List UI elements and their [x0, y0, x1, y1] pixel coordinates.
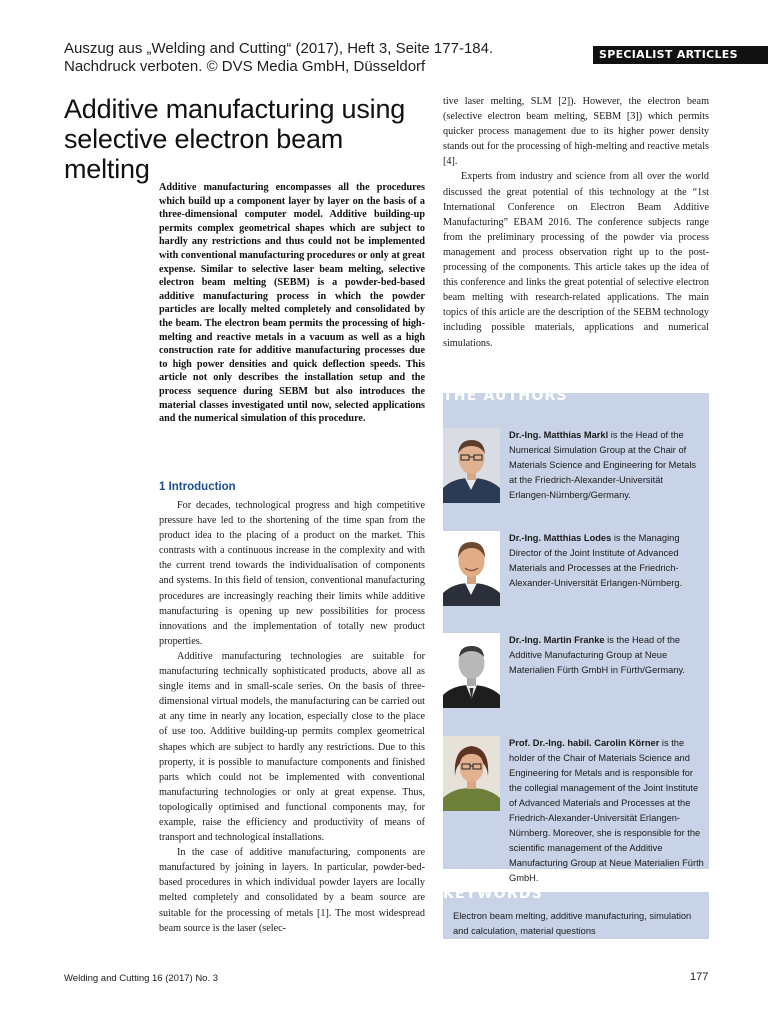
author-bio-text: is the holder of the Chair of Materials Science and Engineering for Metals and is responsible for the collegial management of the Joint Institute of Advanced Materials and Processes at the Friedrich-Alexander-Universität Erlangen-Nürnberg. Moreover, she is responsible for the scientific management of the Additive Manufacturing Group at Neue Materialien Fürth GmbH. — [509, 738, 704, 883]
author-name: Dr.-Ing. Matthias Lodes — [509, 533, 612, 543]
article-abstract: Additive manufacturing encompasses all the procedures which build up a component layer by layer on the basis of a three-dimensional computer model. Additive building-up permits complex geometrical shapes which are subject to hardly any restrictions and thus could not be implemented with conventional manufacturing procedures or only at great expense. Similar to selective laser beam melting, selective electron beam melting (SEBM) is a powder-bed-based additive manufacturing process in which the powder particles are locally melted completely and consolidated by the beam. The electron beam permits the processing of high-melting and reactive metals in a vacuum as well as a high construction rate for additive manufacturing processes due to high power densities and quick deflection speeds. This article not only describes the installation setup and the process sequence during SEBM but also introduces the material classes investigated until now, selected applications and the numerical simulation of this procedure. — [159, 182, 425, 425]
body-paragraph: tive laser melting, SLM [2]). However, the electron beam (selective electron beam melting, SEBM [3]) which permits quicker process management due to its higher power density stands out for the processing of high-melting and reactive metals [4]. — [443, 96, 709, 168]
left-column-body — [159, 480, 425, 936]
author-photo — [443, 633, 500, 708]
author-name: Dr.-Ing. Matthias Markl — [509, 430, 609, 440]
author-bio-text: is the Managing Director of the Joint Institute of Advanced Materials and Processes at the Friedrich-Alexander-Universität Erlangen-Nürnberg. — [509, 533, 683, 588]
author-bio — [509, 428, 705, 503]
section-heading-introduction: 1 Introduction — [159, 481, 236, 493]
authors-heading: THE AUTHORS — [443, 388, 568, 404]
author-bio-text: is the Head of the Additive Manufacturing Group at Neue Materialien Fürth GmbH in Fürth/Germany. — [509, 635, 686, 675]
author-photo — [443, 428, 500, 503]
right-column-body — [443, 94, 709, 351]
footer-journal-info: Welding and Cutting 16 (2017) No. 3 — [64, 973, 219, 984]
author-bio — [509, 531, 705, 591]
author-photo — [443, 736, 500, 811]
author-name: Prof. Dr.-Ing. habil. Carolin Körner — [509, 738, 660, 748]
author-photo — [443, 531, 500, 606]
footer-page-number: 177 — [690, 971, 709, 983]
section-tag: SPECIALIST ARTICLES — [593, 46, 768, 63]
keywords-text: Electron beam melting, additive manufacturing, simulation and calculation, material questions — [453, 911, 692, 936]
reprint-line-1: Auszug aus „Welding and Cutting“ (2017), Heft 3, Seite 177-184. — [64, 40, 494, 57]
body-paragraph: Additive manufacturing technologies are suitable for manufacturing technically sophisticated products, above all as single items and in small-scale series. On the basis of three-dimensional virtual models, the manufacturing can be carried out at any time in nearly any location, especially close to the place of use too. Additive building-up permits complex geometrical shapes which are subject to hardly any restrictions. Due to this property, it is possible to manufacture components and finished parts which could not be implemented with conventional manufacturing technologies or only at great expense. Thus, topologically optimised and functional components may, for example, raise the efficiency and productivity of means of transport and technological installations. — [159, 650, 425, 844]
section-tag-rule — [593, 63, 768, 64]
keywords-heading: KEYWORDS — [443, 886, 543, 902]
author-bio — [509, 736, 705, 886]
article-title: Additive manufacturing using selective electron beam melting — [64, 94, 406, 184]
reprint-line-2: Nachdruck verboten. © DVS Media GmbH, Düsseldorf — [64, 58, 426, 75]
author-bio-text: is the Head of the Numerical Simulation Group at the Chair of Materials Science and Engineering for Metals at the Friedrich-Alexander-Universität Erlangen-Nürnberg/Germany. — [509, 430, 697, 500]
author-bio — [509, 633, 705, 678]
body-paragraph: In the case of additive manufacturing, components are manufactured by joining in layers. In particular, powder-bed-based procedures in which individual powder layers are locally melted completely and consolidated by a beam source are suitable for the processing of metals [1]. The most widespread beam source is the laser (selec- — [159, 847, 425, 934]
reprint-notice — [64, 40, 493, 76]
author-name: Dr.-Ing. Martin Franke — [509, 635, 605, 645]
body-paragraph: Experts from industry and science from all over the world discussed the great potential of this technology at the “1st International Conference on Electron Beam Additive Manufacturing” EBAM 2016. The conference subjects range from the preliminary processing of the powder via process management and process observation right up to the post-processing of the components. This article takes up the idea of this conference and links the great potential of selective electron beam melting with research-related applications. The main topics of this article are the description of the SEBM technology including possible materials, applications and numerical simulations. — [443, 171, 709, 349]
body-paragraph: For decades, technological progress and high competitive pressure have led to the shortening of the time span from the product idea to the placing of a product on the market. This contrasts with a continuous increase in the complexity and with the current trend towards the individualisation of components and systems. In this field of tension, conventional manufacturing procedures are increasingly reaching their limits while additive manufacturing is opening up new possibilities for process innovations and the implementation of totally new product properties. — [159, 500, 425, 647]
